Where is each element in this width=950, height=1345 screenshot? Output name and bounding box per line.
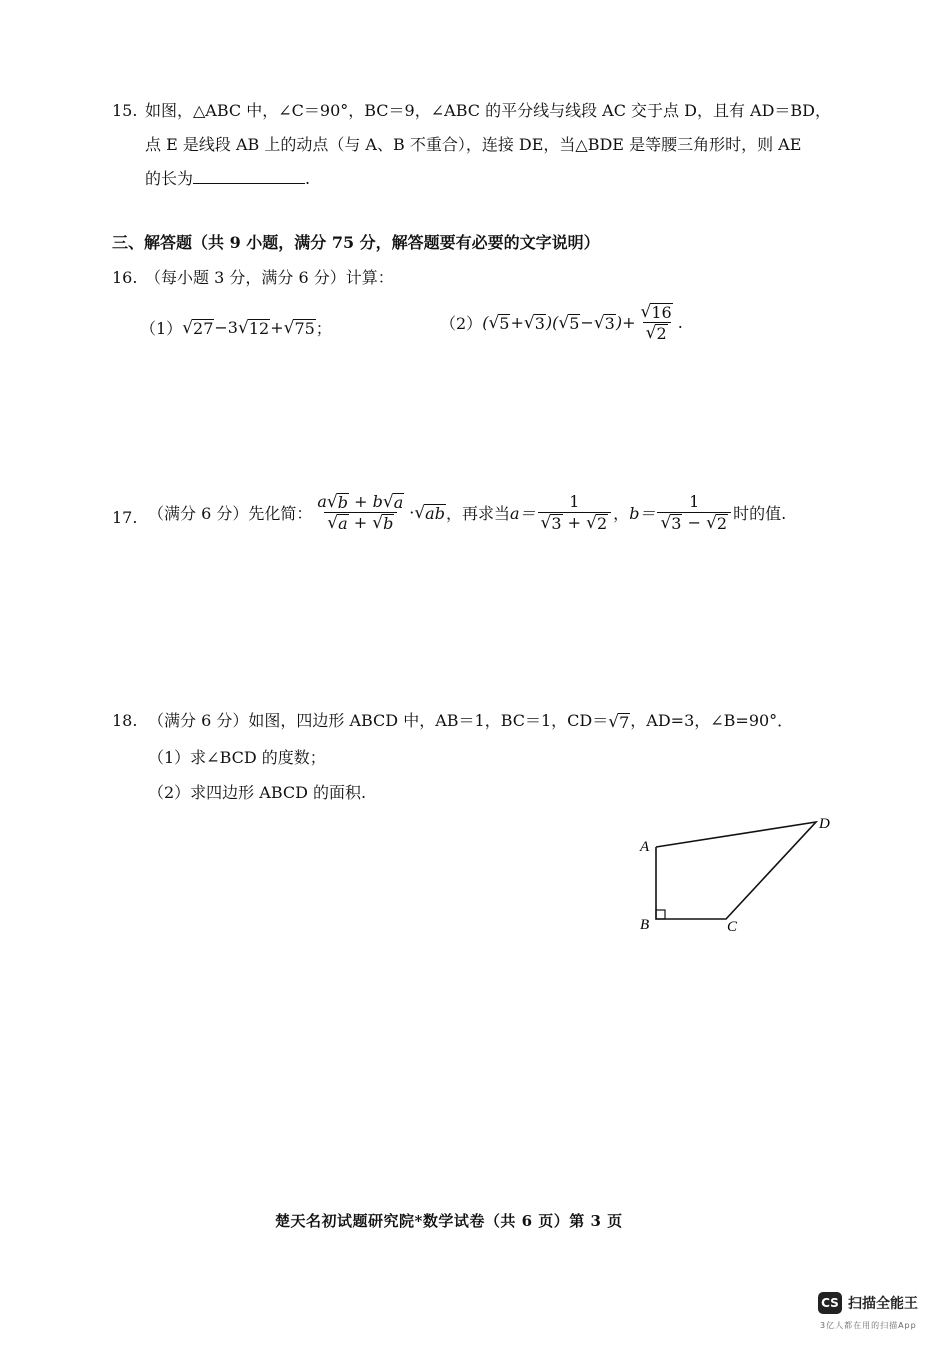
- radical: √ 3: [523, 312, 545, 333]
- b-equals: b＝: [629, 504, 656, 523]
- var-b: b: [372, 492, 383, 511]
- q15-line3: [145, 168, 310, 190]
- radicand: 16: [651, 303, 672, 322]
- radicand: a: [393, 493, 404, 512]
- q18-line1: [148, 708, 793, 731]
- q16-p2-label: （2）: [440, 314, 483, 333]
- q15-line1: 如图，△ABC 中，∠C＝90°，BC＝9，∠ABC 的平分线与线段 AC 交于点 D，且有 AD＝BD，: [145, 101, 832, 120]
- operator: −3: [214, 318, 238, 337]
- radicand: 75: [294, 318, 315, 338]
- operator: −: [687, 513, 701, 532]
- q16-part2: [440, 303, 683, 342]
- q15-line3-prefix: 的长为: [145, 169, 194, 188]
- radical: √ 3: [593, 312, 615, 333]
- operator: +: [510, 313, 524, 332]
- q18-line1-prefix: （满分 6 分）如图，四边形 ABCD 中，AB＝1，BC＝1，CD＝: [148, 711, 609, 730]
- q17-then: ，再求当: [445, 504, 510, 523]
- fraction: 1 √ 3 − √ 2: [657, 493, 731, 532]
- radicand: 27: [193, 318, 214, 338]
- q16-part1: [140, 316, 332, 339]
- operator: +: [353, 513, 368, 532]
- q17-number: 17.: [112, 508, 138, 527]
- radicand: 2: [596, 514, 608, 533]
- paren: (: [482, 313, 489, 332]
- radicand: 2: [716, 514, 728, 533]
- q16-number: 16.: [112, 268, 138, 287]
- period: .: [677, 313, 683, 332]
- radical: √ 7: [608, 712, 630, 732]
- q15-line2: 点 E 是线段 AB 上的动点（与 A、B 不重合），连接 DE，当△BDE 是等腰三角形时，则 AE: [145, 135, 802, 154]
- radical: √ 12: [237, 317, 270, 338]
- q18-sub1: （1）求∠BCD 的度数；: [148, 748, 326, 767]
- scanner-logo-icon: CS: [818, 1292, 842, 1314]
- q17-statement: [148, 493, 786, 532]
- operator: +: [270, 318, 284, 337]
- comma: ，: [613, 504, 630, 523]
- q16-intro: （每小题 3 分，满分 6 分）计算：: [145, 268, 394, 287]
- section-heading: 三、解答题（共 9 小题，满分 75 分，解答题要有必要的文字说明）: [112, 233, 600, 252]
- radicand: 12: [248, 318, 270, 338]
- radicand: 2: [656, 324, 667, 343]
- fraction: √ 16 √ 2: [640, 302, 672, 343]
- vertex-label-d: D: [819, 816, 830, 832]
- fraction: a √ b + b √ a √ a + √ b: [317, 492, 404, 533]
- radicand: a: [338, 514, 348, 533]
- q17-intro: （满分 6 分）先化简：: [148, 504, 313, 523]
- vertex-label-a: A: [640, 839, 650, 855]
- radicand: b: [337, 493, 348, 512]
- paren: )+: [615, 313, 636, 332]
- radicand: 7: [619, 713, 630, 732]
- numerator: 1: [569, 492, 580, 511]
- radical: √ 5: [558, 312, 580, 333]
- a-equals: a＝: [509, 504, 536, 523]
- q15-line3-suffix: .: [305, 169, 311, 188]
- right-angle-mark: [656, 910, 665, 919]
- operator: +: [354, 492, 368, 511]
- q16-p1-label: （1）: [140, 319, 183, 338]
- radicand: 5: [499, 313, 510, 333]
- answer-blank: [193, 169, 305, 184]
- radicand: b: [383, 514, 394, 533]
- fraction: 1 √ 3 + √ 2: [538, 493, 612, 532]
- operator: +: [567, 513, 582, 532]
- scanner-name: 扫描全能王: [848, 1296, 918, 1312]
- scanner-watermark: [818, 1292, 918, 1314]
- semicolon: ；: [315, 319, 332, 338]
- radicand: 3: [534, 313, 545, 333]
- radical: √ ab: [414, 502, 445, 523]
- radicand: 3: [604, 313, 615, 333]
- operator: ·: [409, 503, 415, 522]
- q18-line1-suffix: ，AD=3，∠B=90°．: [630, 711, 794, 730]
- vertex-label-c: C: [727, 919, 738, 935]
- q15-number: 15.: [112, 101, 138, 120]
- radicand: ab: [425, 503, 445, 523]
- operator: −: [580, 313, 594, 332]
- q17-tail: 时的值.: [733, 504, 787, 523]
- radical: √ 75: [283, 317, 315, 338]
- radicand: 3: [551, 514, 562, 533]
- radicand: 3: [671, 514, 682, 533]
- vertex-label-b: B: [640, 917, 650, 933]
- q18-number: 18.: [112, 711, 138, 730]
- radical: √ 27: [182, 317, 214, 338]
- quadrilateral-figure: [630, 805, 840, 940]
- numerator: 1: [689, 492, 700, 511]
- quadrilateral-outline: [656, 822, 816, 919]
- q18-sub2: （2）求四边形 ABCD 的面积.: [148, 783, 367, 802]
- page-footer: 楚天名初试题研究院*数学试卷（共 6 页）第 3 页: [275, 1212, 623, 1230]
- scanner-tagline: 3亿人都在用的扫描App: [820, 1321, 917, 1330]
- paren: )(: [545, 313, 559, 332]
- radicand: 5: [569, 313, 580, 333]
- radical: √ 5: [488, 312, 510, 333]
- var-a: a: [317, 492, 327, 511]
